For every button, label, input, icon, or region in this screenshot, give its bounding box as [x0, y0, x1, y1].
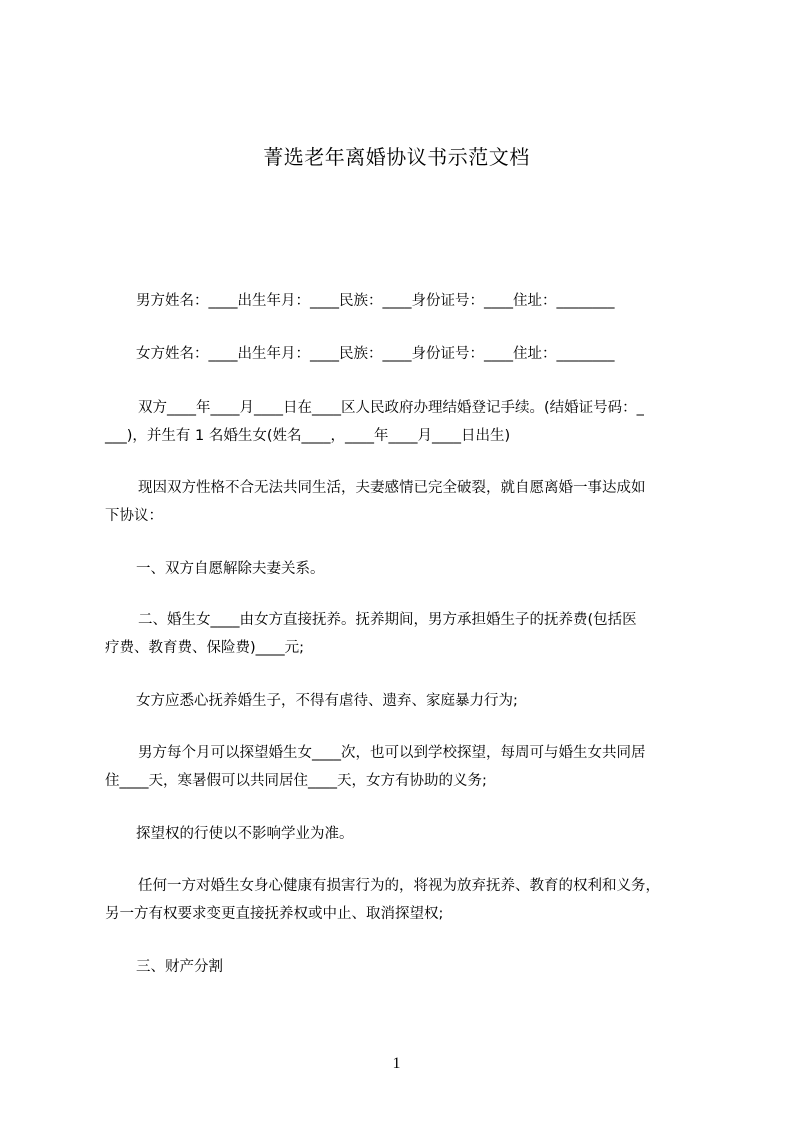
paragraph-reason: 现因双方性格不合无法共同生活，夫妻感情已完全破裂，就自愿离婚一事达成如 下协议：	[105, 480, 646, 524]
paragraph-clause-1: 一、双方自愿解除夫妻关系。	[136, 561, 325, 577]
document-title: 菁选老年离婚协议书示范文档	[263, 145, 530, 169]
paragraph-clause-3: 三、财产分割	[136, 959, 223, 975]
paragraph-visitation: 男方每个月可以探望婚生女____次，也可以到学校探望，每周可与婚生女共同居 住____天，寒暑假可以共同居住____天，女方有协助的义务;	[105, 745, 646, 789]
paragraph-care-duty: 女方应悉心抚养婚生子，不得有虐待、遗弃、家庭暴力行为;	[136, 693, 518, 709]
paragraph-male-info: 男方姓名：____出生年月：____民族：____身份证号：____住址：________	[136, 293, 615, 309]
paragraph-visitation-limit: 探望权的行使以不影响学业为准。	[136, 826, 354, 842]
paragraph-clause-2: 二、婚生女____由女方直接抚养。抚养期间，男方承担婚生子的抚养费(包括医 疗费、教育费、保险费)____元;	[105, 612, 637, 656]
paragraph-female-info: 女方姓名：____出生年月：____民族：____身份证号：____住址：________	[136, 346, 615, 362]
paragraph-harm-clause: 任何一方对婚生女身心健康有损害行为的，将视为放弃抚养、教育的权利和义务， 另一方有权要求变更直接抚养权或中止、取消探望权;	[105, 878, 660, 922]
paragraph-marriage-registration: 双方____年____月____日在____区人民政府办理结婚登记手续。(结婚证号码：_ ___)，并生有 1 名婚生女(姓名____，____年____月____日出生)	[105, 400, 644, 444]
page-number: 1	[392, 1055, 401, 1072]
